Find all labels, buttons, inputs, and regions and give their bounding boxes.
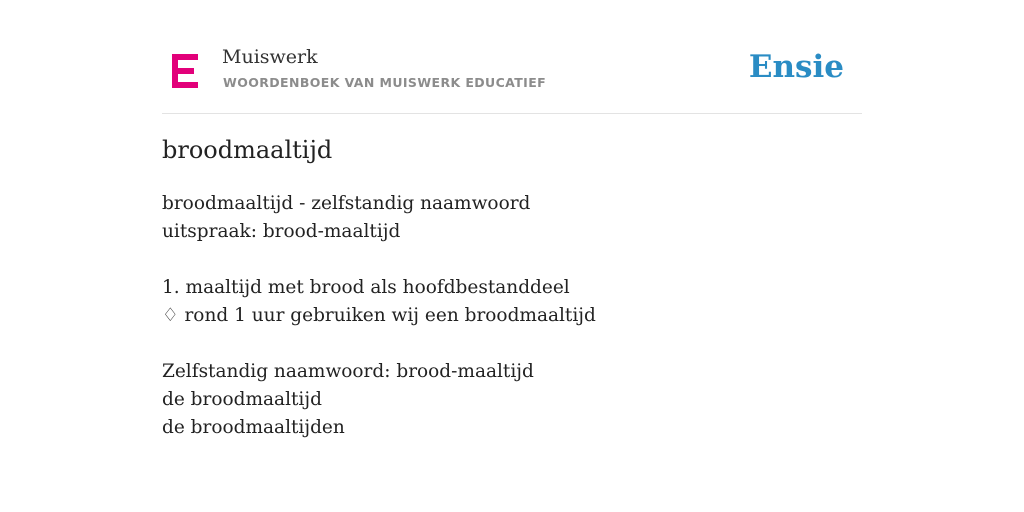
grammar-line: Zelfstandig naamwoord: brood-maaltijd	[162, 361, 534, 382]
word-type-line: broodmaaltijd - zelfstandig naamwoord	[162, 193, 531, 214]
definition-body	[162, 190, 862, 442]
term-title: broodmaaltijd	[162, 136, 333, 164]
muiswerk-e-logo-icon[interactable]	[172, 54, 200, 88]
plural-form-line: de broodmaaltijden	[162, 417, 345, 438]
dictionary-card	[162, 0, 862, 512]
spacer	[162, 330, 862, 358]
brand-name[interactable]: Muiswerk	[222, 46, 318, 68]
definition-line: 1. maaltijd met brood als hoofdbestanddeel	[162, 277, 570, 298]
example-line: ♢ rond 1 uur gebruiken wij een broodmaaltijd	[162, 305, 596, 326]
singular-form-line: de broodmaaltijd	[162, 389, 322, 410]
ensie-logo[interactable]: Ensie	[748, 49, 844, 85]
brand-subtitle: WOORDENBOEK VAN MUISWERK EDUCATIEF	[223, 75, 547, 90]
pronunciation-line: uitspraak: brood-maaltijd	[162, 221, 401, 242]
spacer	[162, 246, 862, 274]
header	[162, 40, 862, 114]
